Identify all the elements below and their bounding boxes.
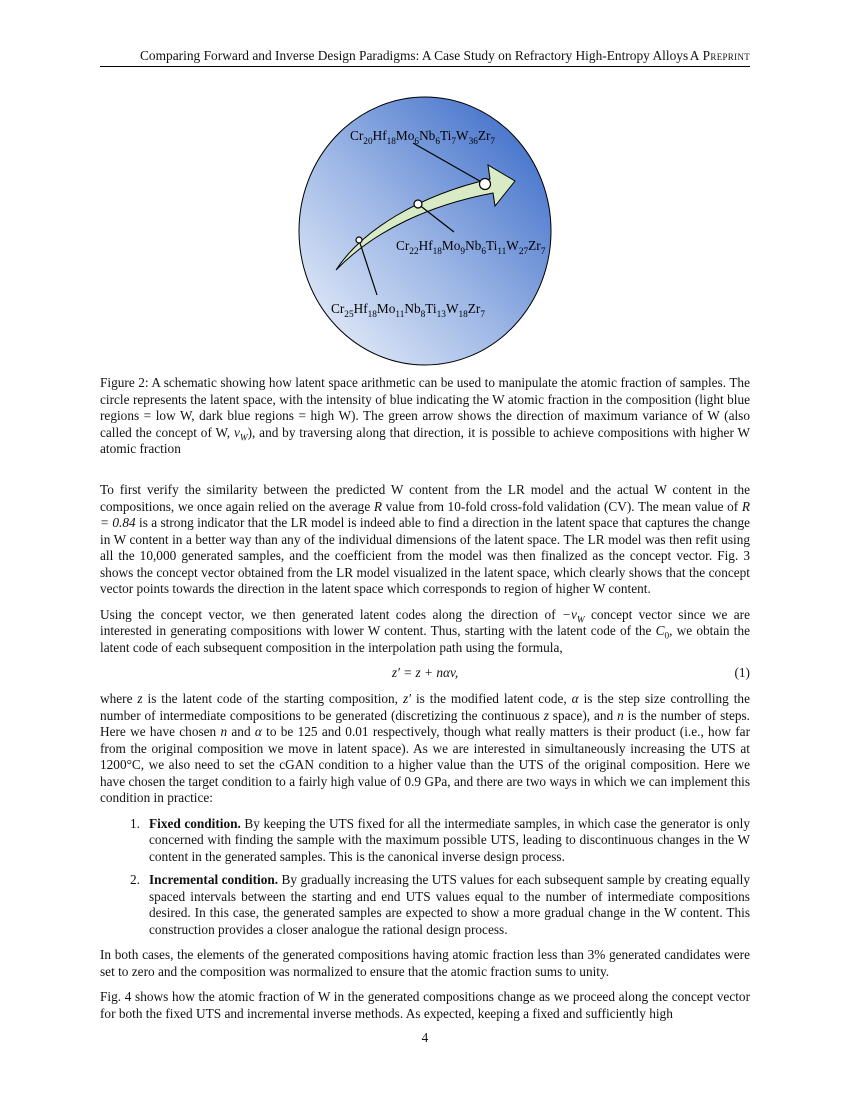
equation-1: [100, 665, 750, 687]
page-number: 4: [421, 1030, 429, 1045]
p3-text-g: and: [227, 724, 255, 739]
body-text: [100, 482, 750, 1031]
list-item-text: By keeping the UTS fixed for all the intermediate samples, in which case the generator is only concerned with finding the sample with the maximum possible UTS, leading to discontinuous changes in the W content in the generated samples. This is the canonical inverse design process.: [149, 815, 750, 864]
p2-math-c0-sub: 0: [664, 631, 670, 642]
p2-text-c: , we obtain the latent code of each subsequent composition in the interpolation path using the formula,: [100, 623, 750, 655]
preprint-tag: A Preprint: [689, 48, 750, 63]
caption-math: v: [233, 424, 240, 440]
p1-math-r: R: [373, 498, 382, 514]
list-item-title: Incremental condition.: [149, 872, 279, 887]
p2-math-vw: −v: [561, 606, 577, 622]
list-item-number: 1.: [130, 815, 140, 831]
caption-math-sub: W: [239, 433, 248, 444]
list-item-number: 2.: [130, 872, 140, 887]
figure-caption: [100, 375, 750, 458]
sample-point-mid: [414, 200, 422, 208]
composition-label-top: $Cr_{20}Hf_{18}Mo_6Nb_6Ti_7W_{36}Zr_7$: [350, 128, 496, 147]
equation-formula: z′ = z + nαv,: [391, 665, 459, 680]
p3-math-zprime: z′: [402, 691, 412, 706]
sample-point-top: [480, 179, 491, 190]
p3-math-z: z: [137, 691, 143, 706]
p3-text-h: to be 125 and 0.01 respectively, though what really matters is their product (i.e., how far from the original composition we move in latent space). As we are interested in simultaneously increasing the UTS at 1200°C, we also need to set the cGAN condition to a higher value than the UTS of the original composition. Here we have chosen the target condition to a fairly high value of 0.9 GPa, and there are two ways in which we can implement this condition in practice:: [100, 724, 750, 805]
caption-label: Figure 2:: [100, 375, 149, 390]
p1-text-c: is a strong indicator that the LR model is indeed able to find a direction in the latent space that captures the change in W content in a better way than any of the individual dimensions of the latent space. The LR model was then refit using all the 10,000 generated samples, and the coefficient from the model was then finalized as the concept vector. Fig. 3 shows the concept vector obtained from the LR model visualized in the latent space, which clearly shows that the concept vector points towards the direction in the latent space which corresponds to region of higher W content.: [100, 515, 750, 596]
p3-text-e: space), and: [548, 707, 618, 723]
p2-text-b: concept vector since we are interested in generating compositions with lower W content. Thus, starting with the latent code of the: [100, 606, 751, 638]
paragraph-5: Fig. 4 shows how the atomic fraction of W in the generated compositions change as we proceed along the concept vector for both the fixed UTS and incremental inverse methods. As expected, keeping a fixed and sufficiently high: [100, 989, 750, 1021]
p3-math-z2: z: [543, 707, 549, 723]
p1-math-r-value: R = 0.84: [100, 498, 750, 530]
list-item-text: By gradually increasing the UTS values for each subsequent sample by creating equally spaced intervals between the starting and end UTS values equal to the number of intermediate compositions desired. In this case, the generated samples are expected to show a more gradual change in the W content. This construction provides a closer analogue the rational design process.: [149, 872, 750, 937]
p3-math-n2: n: [220, 724, 228, 739]
p2-text-a: Using the concept vector, we then generated latent codes along the direction of: [100, 606, 562, 622]
p1-text-a: To first verify the similarity between the predicted W content from the LR model and the actual W content in the compositions, we once again relied on the average: [100, 482, 750, 514]
list-item: [100, 816, 750, 866]
composition-label-mid: $Cr_{22}Hf_{18}Mo_9Nb_6Ti_{11}W_{27}Zr_7$: [396, 238, 546, 257]
figure-latent-space: [100, 95, 750, 375]
caption-text-end: ), and by traversing along that direction, it is possible to achieve compositions with higher W atomic fraction: [100, 424, 750, 456]
equation-number: (1): [734, 665, 750, 680]
p3-math-alpha: α: [571, 691, 579, 706]
p3-text-a: where: [100, 691, 138, 706]
composition-label-bottom: $Cr_{25}Hf_{18}Mo_{11}Nb_8Ti_{13}W_{18}Zr_7$: [331, 301, 486, 320]
running-header: [100, 48, 750, 67]
sample-point-bottom: [356, 237, 362, 243]
p3-math-n: n: [617, 707, 624, 723]
running-title: Comparing Forward and Inverse Design Paradigms: A Case Study on Refractory High-Entropy Alloys: [140, 48, 689, 63]
caption-text: A schematic showing how latent space arithmetic can be used to manipulate the atomic fraction of samples. The circle represents the latent space, with the intensity of blue indicating the W atomic fraction in the composition (light blue regions = low W, dark blue regions = high W). The green arrow shows the direction of maximum variance of W (also called the concept of W,: [100, 375, 750, 440]
p3-text-c: is the modified latent code,: [411, 691, 572, 706]
condition-list: [100, 816, 750, 939]
latent-space-schematic: [100, 95, 750, 375]
p2-math-c0: C: [655, 623, 665, 638]
p1-text-b: value from 10-fold cross-fold validation (CV). The mean value of: [382, 498, 742, 514]
p3-text-f: is the number of steps. Here we have chosen: [100, 707, 750, 739]
list-item-title: Fixed condition.: [149, 815, 241, 831]
paragraph-3: [100, 691, 750, 807]
paragraph-4: In both cases, the elements of the generated compositions having atomic fraction less than 3% generated candidates were set to zero and the composition was normalized to ensure that the atomic fraction sums to unity.: [100, 947, 750, 979]
p2-math-vw-sub: W: [576, 615, 585, 626]
p3-text-d: is the step size controlling the number of intermediate compositions to be generated (discretizing the continuous: [100, 691, 750, 723]
list-item: [100, 872, 750, 938]
p3-text-b: is the latent code of the starting composition,: [142, 691, 403, 706]
paragraph-1: [100, 482, 750, 598]
paragraph-2: [100, 607, 750, 657]
p3-math-alpha2: α: [254, 724, 262, 739]
